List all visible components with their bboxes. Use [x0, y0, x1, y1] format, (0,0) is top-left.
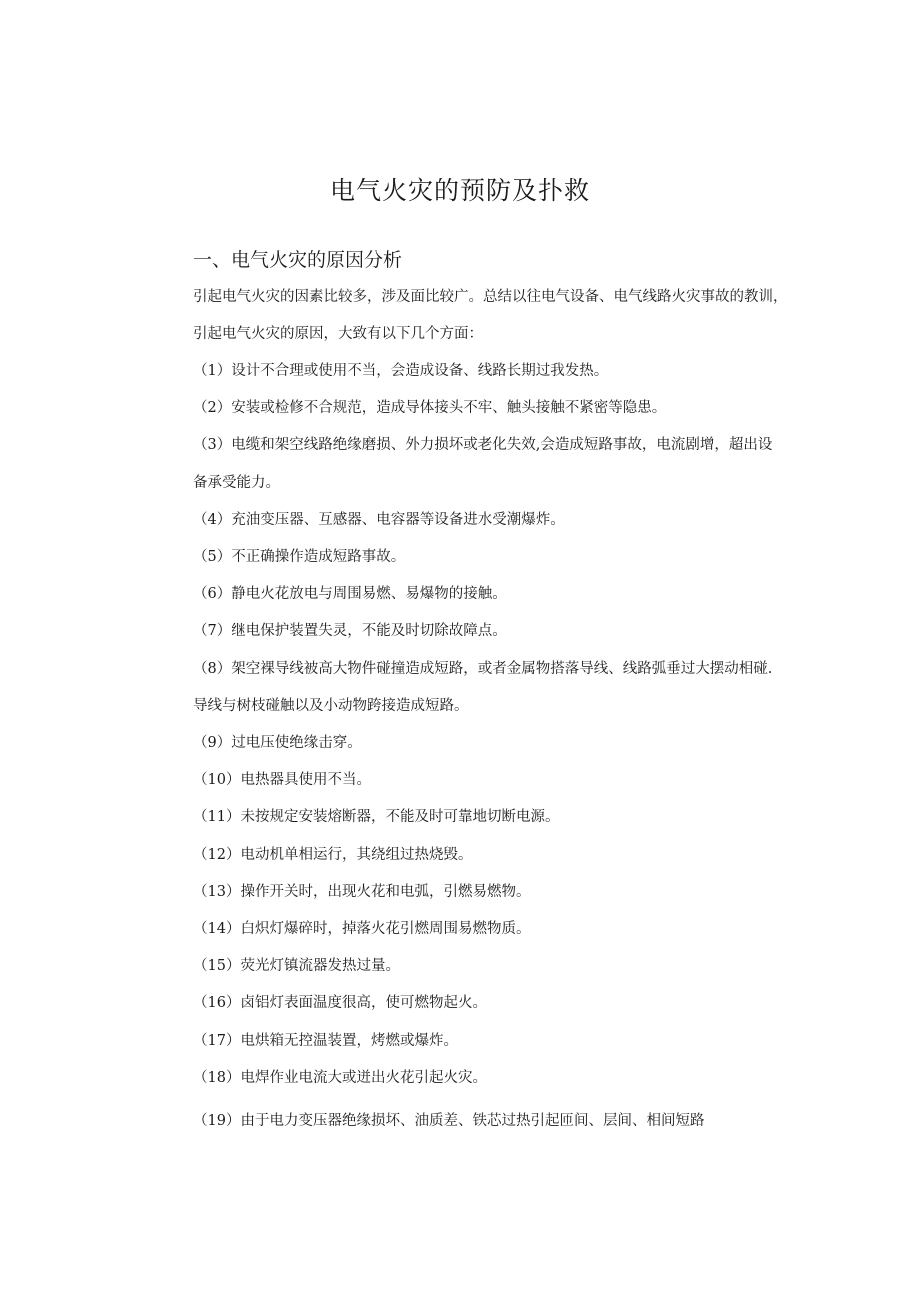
paragraph-line: 引起电气火灾的因素比较多，涉及面比较广。总结以往电气设备、电气线路火灾事故的教训， — [193, 289, 788, 305]
list-item: （9）过电压使绝缘击穿。 — [193, 735, 362, 751]
list-item: （5）不正确操作造成短路事故。 — [193, 549, 406, 565]
list-item: （12）电动机单相运行，其绕组过热烧毁。 — [193, 847, 473, 863]
list-item: （16）卤铝灯表面温度很高，使可燃物起火。 — [193, 995, 487, 1011]
paragraph-line: 引起电气火灾的原因，大致有以下几个方面： — [193, 326, 483, 342]
list-item: （3）电缆和架空线路绝缘磨损、外力损坏或老化失效,会造成短路事故，电流剧增，超出设 — [193, 437, 773, 453]
document-title: 电气火灾的预防及扑救 — [329, 176, 590, 205]
list-item: （2）安装或检修不合规范，造成导体接头不牢、触头接触不紧密等隐患。 — [193, 400, 667, 416]
list-item: （17）电烘箱无控温装置，烤燃或爆炸。 — [193, 1033, 458, 1049]
list-item: （13）操作开关时，出现火花和电弧，引燃易燃物。 — [193, 884, 531, 900]
list-item: （6）静电火花放电与周围易燃、易爆物的接触。 — [193, 586, 507, 602]
list-item: （10）电热器具使用不当。 — [193, 772, 371, 788]
list-item: （7）继电保护装置失灵，不能及时切除故障点。 — [193, 623, 507, 639]
list-item: （11）未按规定安装熔断器，不能及时可靠地切断电源。 — [193, 809, 560, 825]
list-item: （8）架空裸导线被高大物件碰撞造成短路，或者金属物搭落导线、线路弧垂过大摆动相碰. — [193, 661, 773, 677]
list-item: （14）白炽灯爆碎时，掉落火花引燃周围易燃物质。 — [193, 921, 531, 937]
list-item: （4）充油变压器、互感器、电容器等设备进水受潮爆炸。 — [193, 512, 565, 528]
list-item: （1）设计不合理或使用不当，会造成设备、线路长期过我发热。 — [193, 363, 609, 379]
list-item-continuation: 导线与树枝碰触以及小动物跨接造成短路。 — [193, 698, 469, 714]
list-item: （19）由于电力变压器绝缘损坏、油质差、铁芯过热引起匝间、层间、相间短路 — [193, 1113, 705, 1129]
list-item: （18）电焊作业电流大或迸出火花引起火灾。 — [193, 1070, 487, 1086]
list-item: （15）荧光灯镇流器发热过量。 — [193, 958, 400, 974]
section-heading: 一、电气火灾的原因分析 — [193, 249, 403, 271]
list-item-continuation: 备承受能力。 — [193, 475, 280, 491]
